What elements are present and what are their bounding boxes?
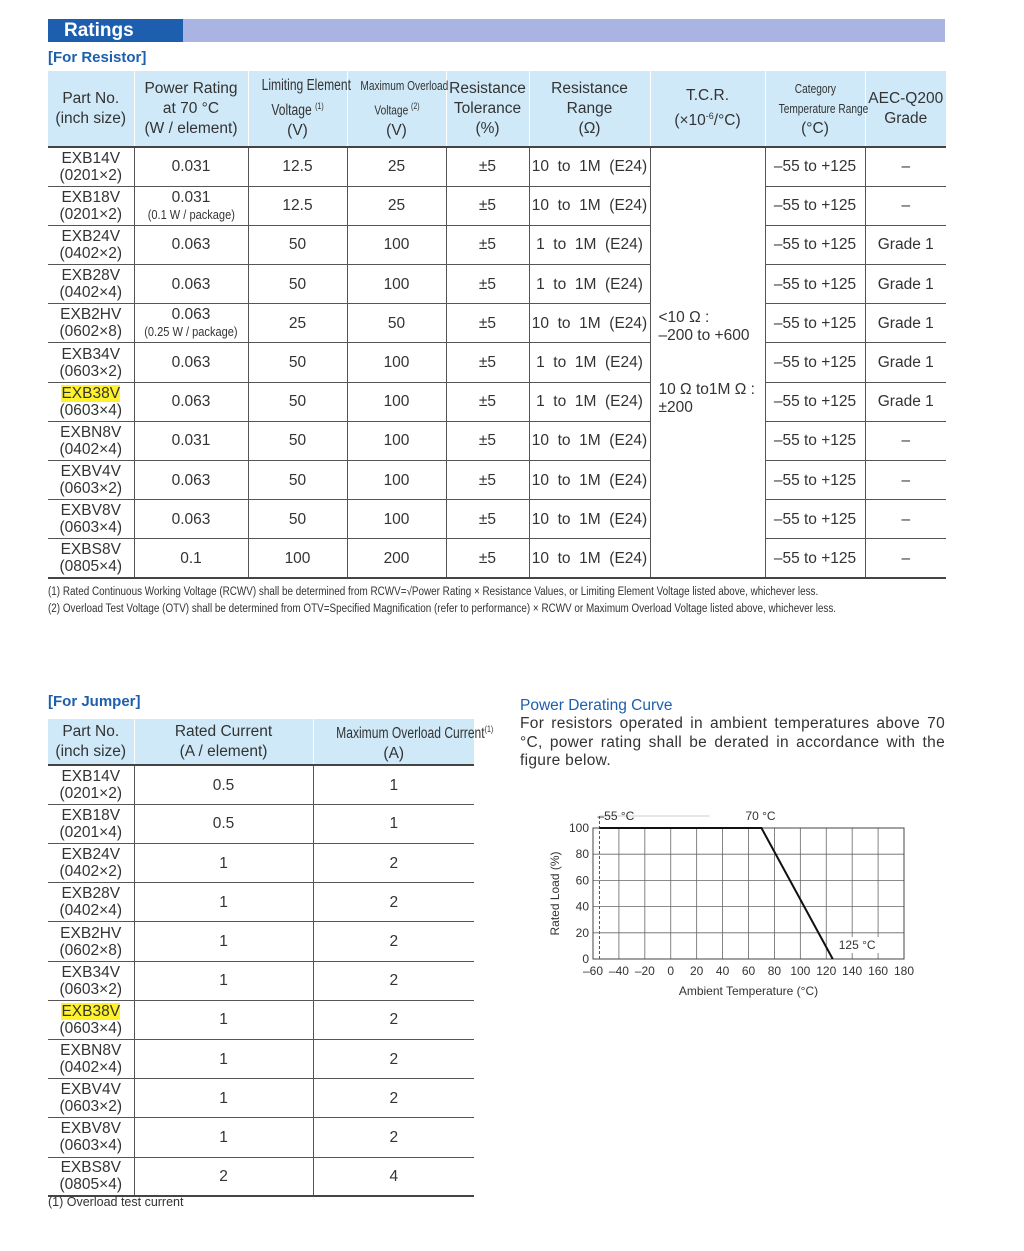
part-number: EXBN8V [60,423,122,441]
power-package-note: (0.25 W / package) [144,324,238,340]
resistor-row [48,343,946,382]
overload-current: 2 [313,1079,474,1118]
header-tolerance-line3: (%) [475,119,500,137]
jumper-part-no-cell [48,1118,134,1157]
tolerance: ±5 [446,539,529,578]
overload-current: 2 [313,1039,474,1078]
header-range-line1: Resistance [551,79,628,97]
jumper-inch-size: (0402×2) [59,863,122,881]
tolerance: ±5 [446,461,529,500]
tolerance: ±5 [446,421,529,460]
part-number [48,385,134,402]
inch-size: (0201×2) [59,166,122,184]
header-power-line2: at 70 °C [162,99,220,117]
power-rating-cell [134,265,248,304]
power-rating-cell [134,539,248,578]
part-no-cell [48,225,134,264]
overload-current: 2 [313,1000,474,1039]
x-tick-label: 0 [667,964,675,978]
resistor-row [48,500,946,539]
jumper-part-number: EXB14V [61,768,121,785]
jumper-row [48,1000,474,1039]
header-resistance-range [529,71,650,147]
overload-voltage: 100 [347,421,446,460]
header-power-rating [134,71,248,147]
jumper-header-rated-current [134,719,313,765]
power-rating: 0.063 [171,471,211,489]
y-tick-label: 60 [575,873,589,888]
jumper-header-current-line1: Rated Current [174,722,273,740]
resistance-range: 10 to 1M (E24) [529,461,650,500]
tolerance: ±5 [446,265,529,304]
resistance-range: 10 to 1M (E24) [529,147,650,186]
resistor-row [48,421,946,460]
power-rating-cell [134,343,248,382]
part-no-cell [48,265,134,304]
header-aec-grade [865,71,946,147]
limiting-voltage: 50 [248,382,347,421]
part-number: EXB2HV [60,306,122,324]
x-tick-label: 180 [893,964,915,978]
power-rating-cell [134,421,248,460]
overload-voltage: 200 [347,539,446,578]
limiting-voltage: 25 [248,304,347,343]
jumper-part-no-cell [48,922,134,961]
tolerance: ±5 [446,225,529,264]
x-tick-label: 140 [842,964,863,978]
limiting-voltage: 50 [248,265,347,304]
header-overload-unit: (V) [386,121,407,139]
jumper-part-no-cell [48,1000,134,1039]
inch-size: (0603×4) [59,401,122,419]
category-temp-range: –55 to +125 [765,461,865,500]
resistor-row [48,304,946,343]
part-no-cell [48,382,134,421]
resistor-note-1-text: (1) Rated Continuous Working Voltage (RCWV) shall be determined from RCWV=√Power Rating × Resistance Values, or Limiting Element Voltage listed above, whichever less. [48,586,819,598]
x-tick-label: 40 [715,964,730,978]
limiting-voltage: 50 [248,421,347,460]
part-number: EXBV4V [60,463,121,481]
inch-size: (0402×2) [59,244,122,262]
resistor-note-2-text: (2) Overload Test Voltage (OTV) shall be determined from OTV=Specified Magnification (refer to performance) × RCWV or Maximum Overload Voltage listed above, whichever less. [48,603,837,615]
header-limiting-unit: (V) [287,122,308,140]
overload-current: 2 [313,883,474,922]
jumper-inch-size: (0602×8) [59,941,122,959]
jumper-row [48,1157,474,1196]
aec-grade: Grade 1 [865,343,946,382]
tolerance: ±5 [446,500,529,539]
jumper-row [48,922,474,961]
jumper-inch-size: (0201×2) [59,785,122,802]
overload-current: 2 [313,1118,474,1157]
resistor-row [48,265,946,304]
inch-size: (0805×4) [59,558,122,576]
category-temp-range: –55 to +125 [765,500,865,539]
jumper-inch-size: (0603×4) [59,1137,122,1155]
overload-voltage: 100 [347,382,446,421]
overload-current: 4 [313,1157,474,1196]
jumper-inch-size: (0402×4) [59,1059,122,1077]
jumper-part-number: EXB24V [61,846,121,864]
rated-current: 1 [134,844,313,883]
limiting-voltage: 50 [248,225,347,264]
x-tick-label: 60 [741,964,756,978]
part-no-cell [48,539,134,578]
x-tick-label: 80 [767,964,782,978]
part-number: EXBS8V [60,541,121,559]
header-part-no-line2: (inch size) [55,109,127,127]
resistance-range: 1 to 1M (E24) [529,265,650,304]
power-package-note-wrap [135,206,248,223]
aec-grade: – [865,539,946,578]
category-temp-range: –55 to +125 [765,539,865,578]
tolerance: ±5 [446,343,529,382]
header-category-line3: (°C) [801,119,829,137]
jumper-header-current-line2: (A / element) [179,742,268,760]
part-number: EXB28V [61,267,121,285]
jumper-inch-size: (0603×2) [59,1098,122,1116]
header-tolerance-line1: Resistance [449,79,526,97]
header-tolerance [446,71,529,147]
jumper-section-title: [For Jumper] [48,693,141,710]
power-rating: 0.031 [171,432,211,450]
header-overload-line2: Voltage [373,102,408,118]
header-range-line3: (Ω) [578,119,601,137]
limiting-voltage: 100 [248,539,347,578]
header-limiting-line2: Voltage [271,102,312,120]
jumper-header-part-line1: Part No. [62,722,120,740]
power-rating: 0.063 [171,354,211,372]
jumper-part-no-cell [48,961,134,1000]
y-tick-label: 20 [575,925,589,940]
power-rating-cell [134,147,248,186]
x-tick-label: 160 [868,964,889,978]
inch-size: (0603×2) [59,480,122,498]
rated-current: 1 [134,1000,313,1039]
annotation-knee-temp: 70 °C [745,809,776,823]
jumper-row [48,1039,474,1078]
limiting-voltage: 50 [248,461,347,500]
limiting-voltage: 12.5 [248,147,347,186]
power-derating-chart [540,800,930,1005]
resistance-range: 1 to 1M (E24) [529,382,650,421]
y-tick-label: 80 [575,847,589,862]
category-temp-range: –55 to +125 [765,186,865,225]
part-number: EXBV8V [60,502,121,520]
jumper-inch-size: (0603×2) [59,980,122,998]
part-number: EXB24V [61,227,121,245]
x-tick-label: –40 [608,964,629,978]
power-rating: 0.063 [171,236,211,254]
rated-current: 1 [134,961,313,1000]
jumper-inch-size: (0805×4) [59,1176,122,1194]
header-power-line3: (W / element) [144,119,238,137]
overload-voltage: 100 [347,461,446,500]
jumper-row [48,804,474,843]
category-temp-range: –55 to +125 [765,147,865,186]
part-no-cell [48,147,134,186]
power-package-note-wrap [135,323,248,340]
x-tick-label: –20 [634,964,655,978]
rated-current: 1 [134,1079,313,1118]
tolerance: ±5 [446,186,529,225]
aec-grade: – [865,461,946,500]
header-limiting-line1: Limiting Element [261,76,351,94]
header-aec-line1: AEC-Q200 [868,89,944,107]
power-rating: 0.063 [171,510,211,528]
header-overload-voltage [347,71,446,147]
ratings-heading: Ratings [48,19,183,42]
y-axis-label: Rated Load (%) [548,851,562,936]
header-overload-note: (2) [410,101,420,112]
power-rating-cell [134,461,248,500]
inch-size: (0602×8) [59,323,122,341]
resistance-range: 1 to 1M (E24) [529,343,650,382]
jumper-part-no-cell [48,883,134,922]
aec-grade: Grade 1 [865,304,946,343]
limiting-voltage: 12.5 [248,186,347,225]
jumper-inch-size: (0402×4) [59,902,122,920]
overload-voltage: 100 [347,500,446,539]
header-power-line1: Power Rating [144,79,238,97]
inch-size: (0402×4) [59,284,122,302]
x-tick-label: 120 [816,964,837,978]
category-temp-range: –55 to +125 [765,225,865,264]
overload-voltage: 100 [347,265,446,304]
category-temp-range: –55 to +125 [765,382,865,421]
jumper-part-no-cell [48,1157,134,1196]
x-tick-label: 100 [790,964,811,978]
jumper-ratings-table [48,719,493,1197]
part-no-cell [48,304,134,343]
jumper-header-part-no [48,719,134,765]
rated-current: 2 [134,1157,313,1196]
resistor-header-row [48,71,946,147]
aec-grade: Grade 1 [865,382,946,421]
tcr-high-value: ±200 [658,398,693,416]
jumper-header-overload-current [313,719,493,765]
header-category-line2: Temperature Range [778,100,868,116]
annotation-min-temp: –55 °C [597,809,635,823]
jumper-part-number: EXBN8V [60,1042,122,1060]
tolerance: ±5 [446,304,529,343]
category-temp-range: –55 to +125 [765,343,865,382]
power-rating: 0.031 [171,188,211,206]
jumper-header-overload-unit: (A) [383,745,405,763]
power-rating: 0.063 [171,306,211,324]
resistor-section-title: [For Resistor] [48,49,147,66]
jumper-part-number: EXB18V [61,806,121,824]
header-tcr-line2b: /°C) [713,112,741,130]
category-temp-range: –55 to +125 [765,304,865,343]
header-tolerance-line2: Tolerance [453,99,522,117]
resistance-range: 1 to 1M (E24) [529,225,650,264]
jumper-row [48,765,474,804]
tcr-low-label: <10 Ω : [658,308,710,326]
header-limiting-voltage [248,71,351,147]
header-overload-line1: Maximum Overload [359,78,448,94]
resistance-range: 10 to 1M (E24) [529,186,650,225]
part-no-cell [48,186,134,225]
aec-grade: – [865,500,946,539]
jumper-header-row [48,719,474,765]
inch-size: (0603×2) [59,362,122,380]
rated-current: 1 [134,922,313,961]
x-tick-label: –60 [582,964,604,978]
power-rating: 0.063 [171,275,211,293]
y-tick-label: 40 [575,899,589,914]
aec-grade: – [865,421,946,460]
x-axis-label: Ambient Temperature (°C) [678,984,819,998]
jumper-part-number: EXB28V [61,885,121,903]
aec-grade: Grade 1 [865,265,946,304]
annotation-max-temp: 125 °C [838,938,876,952]
resistance-range: 10 to 1M (E24) [529,304,650,343]
power-rating: 0.1 [180,549,202,567]
jumper-part-number: EXB2HV [60,924,122,942]
jumper-row [48,1118,474,1157]
power-rating: 0.031 [171,158,211,176]
tolerance: ±5 [446,147,529,186]
header-category-temp [765,71,868,147]
part-number-highlight: EXB38V [61,384,121,402]
category-temp-range: –55 to +125 [765,421,865,460]
tcr-cell [650,147,765,578]
power-package-note: (0.1 W / package) [147,206,235,222]
resistor-row [48,461,946,500]
part-no-cell [48,461,134,500]
inch-size: (0201×2) [59,205,122,223]
resistor-row [48,186,946,225]
jumper-note-text: (1) Overload test current [48,1195,184,1209]
part-no-cell [48,500,134,539]
resistor-note-2 [48,603,964,615]
jumper-part-no-cell [48,1039,134,1078]
jumper-part-no-cell [48,765,134,804]
overload-voltage: 25 [347,186,446,225]
power-rating-cell [134,382,248,421]
rated-current: 1 [134,1039,313,1078]
jumper-inch-size: (0201×4) [59,823,122,841]
header-range-line2: Range [566,99,613,117]
jumper-row [48,844,474,883]
power-rating-cell [134,500,248,539]
resistor-ratings-table [48,71,946,579]
jumper-header-overload-note: (1) [484,724,493,734]
jumper-header-overload-line1: Maximum Overload Current [335,725,485,743]
jumper-part-number: EXBS8V [60,1159,121,1177]
overload-voltage: 100 [347,225,446,264]
overload-current: 2 [313,844,474,883]
aec-grade: Grade 1 [865,225,946,264]
jumper-part-no-cell [48,1079,134,1118]
tolerance: ±5 [446,382,529,421]
inch-size: (0402×4) [59,440,122,458]
overload-current: 2 [313,922,474,961]
overload-voltage: 100 [347,343,446,382]
limiting-voltage: 50 [248,500,347,539]
header-aec-line2: Grade [884,109,928,127]
rated-current: 1 [134,883,313,922]
part-number: EXB34V [61,345,121,363]
resistance-range: 10 to 1M (E24) [529,539,650,578]
category-temp-range: –55 to +125 [765,265,865,304]
jumper-part-number-highlight: EXB38V [61,1002,121,1020]
jumper-part-number: EXBV8V [60,1120,121,1138]
overload-current: 2 [313,961,474,1000]
power-rating-cell [134,186,248,225]
tcr-high-label: 10 Ω to1M Ω : [658,380,755,398]
header-tcr [650,71,765,147]
resistor-row [48,382,946,421]
overload-voltage: 50 [347,304,446,343]
header-category-line1: Category [794,80,836,96]
power-rating: 0.063 [171,393,211,411]
header-tcr-exponent: -6 [705,110,714,121]
header-limiting-note: (1) [315,100,324,111]
rated-current: 0.5 [134,804,313,843]
derating-description: For resistors operated in ambient temperatures above 70 °C, power rating shall be derated in accordance with the figure below. [520,715,945,769]
x-tick-label: 20 [689,964,704,978]
resistor-note-1 [48,586,944,598]
derating-curve [599,828,832,959]
jumper-part-no-cell [48,804,134,843]
overload-current: 1 [313,804,474,843]
header-tcr-line1: T.C.R. [685,86,730,104]
overload-current: 1 [313,765,474,804]
rated-current: 1 [134,1118,313,1157]
jumper-part-number: EXB34V [61,963,121,981]
aec-grade: – [865,147,946,186]
jumper-row [48,1079,474,1118]
power-rating-cell [134,225,248,264]
inch-size: (0603×4) [59,519,122,537]
limiting-voltage: 50 [248,343,347,382]
header-part-no-line1: Part No. [62,89,120,107]
jumper-row [48,961,474,1000]
part-no-cell [48,421,134,460]
header-part-no [48,71,134,147]
part-no-cell [48,343,134,382]
jumper-part-number-wrap [48,1003,134,1020]
derating-title: Power Derating Curve [520,697,673,714]
resistance-range: 10 to 1M (E24) [529,421,650,460]
part-number: EXB14V [61,149,121,167]
overload-voltage: 25 [347,147,446,186]
y-tick-label: 0 [582,952,589,966]
jumper-part-no-cell [48,844,134,883]
power-rating-cell [134,304,248,343]
jumper-inch-size: (0603×4) [59,1019,122,1037]
resistance-range: 10 to 1M (E24) [529,500,650,539]
jumper-part-number: EXBV4V [60,1081,121,1099]
jumper-header-part-line2: (inch size) [55,742,127,760]
aec-grade: – [865,186,946,225]
resistor-row [48,225,946,264]
jumper-note [48,1195,183,1209]
tcr-low-value: –200 to +600 [658,326,750,344]
jumper-row [48,883,474,922]
resistor-row [48,147,946,186]
y-tick-label: 100 [568,821,589,835]
header-tcr-line2a: (×10 [674,112,706,130]
resistor-row [48,539,946,578]
part-number: EXB18V [61,188,121,206]
rated-current: 0.5 [134,765,313,804]
